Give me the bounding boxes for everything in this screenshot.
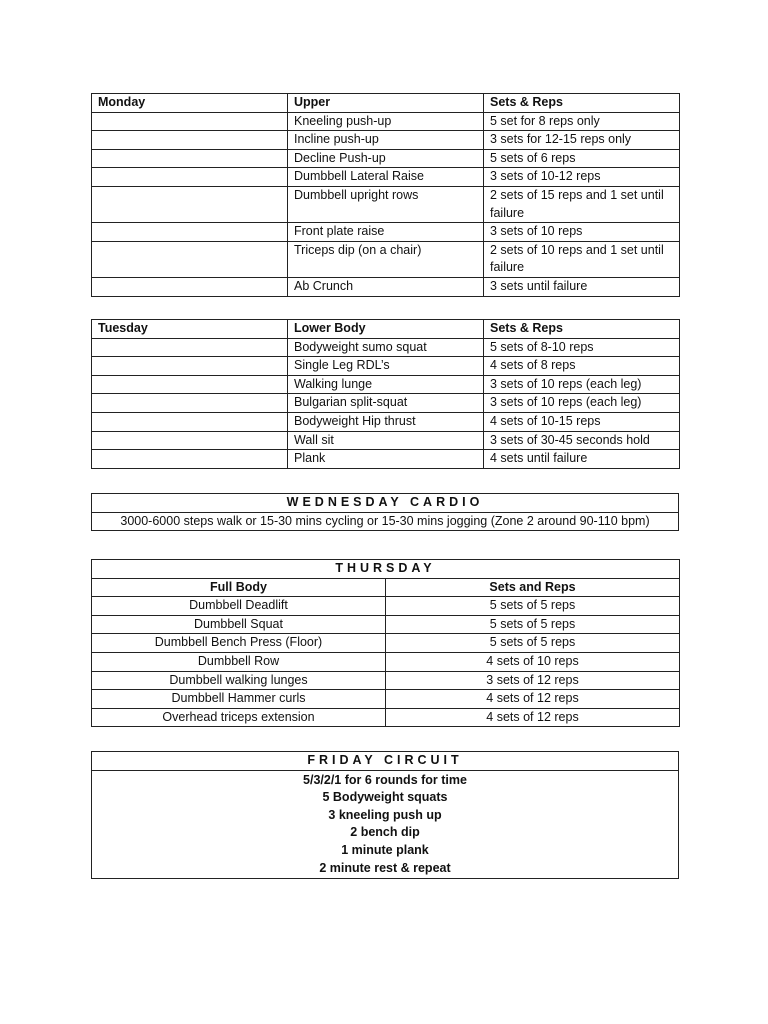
exercise-cell: Front plate raise [288,223,484,242]
exercise-cell: Wall sit [288,431,484,450]
exercise-cell: Kneeling push-up [288,112,484,131]
table-cell [92,168,288,187]
exercise-cell: Dumbbell Row [92,652,386,671]
table-row [92,450,680,469]
sets-cell: 2 sets of 10 reps and 1 set until failure [484,241,680,277]
table-row [92,357,680,376]
sets-cell: 5 sets of 5 reps [386,615,680,634]
exercise-cell: Walking lunge [288,375,484,394]
sets-cell: 4 sets of 10-15 reps [484,412,680,431]
table-row [92,652,680,671]
exercise-cell: Dumbbell upright rows [288,186,484,222]
table-cell [92,450,288,469]
wednesday-title: WEDNESDAY CARDIO [92,494,679,513]
table-cell [92,149,288,168]
wednesday-title-row [92,494,679,513]
wednesday-text-row [92,512,679,531]
friday-line: 3 kneeling push up [328,807,442,822]
thursday-title: THURSDAY [92,560,680,579]
tuesday-header-sets: Sets & Reps [484,320,680,339]
table-row [92,241,680,277]
friday-title-row [92,752,679,771]
exercise-cell: Bulgarian split-squat [288,394,484,413]
table-row [92,338,680,357]
sets-cell: 5 sets of 8-10 reps [484,338,680,357]
thursday-header-sets: Sets and Reps [386,578,680,597]
table-cell [92,394,288,413]
sets-cell: 3 sets of 12 reps [386,671,680,690]
wednesday-table [91,493,679,531]
sets-cell: 4 sets of 12 reps [386,708,680,727]
exercise-cell: Ab Crunch [288,277,484,296]
table-row [92,708,680,727]
sets-cell: 4 sets until failure [484,450,680,469]
table-row [92,131,680,150]
thursday-header-row [92,578,680,597]
table-cell [92,241,288,277]
exercise-cell: Incline push-up [288,131,484,150]
friday-title: FRIDAY CIRCUIT [92,752,679,771]
sets-cell: 5 sets of 5 reps [386,597,680,616]
exercise-cell: Overhead triceps extension [92,708,386,727]
friday-body [92,770,679,879]
table-cell [92,112,288,131]
table-cell [92,431,288,450]
exercise-cell: Triceps dip (on a chair) [288,241,484,277]
table-cell [92,338,288,357]
exercise-cell: Dumbbell Squat [92,615,386,634]
monday-header-day: Monday [92,94,288,113]
table-row [92,394,680,413]
table-cell [92,186,288,222]
sets-cell: 3 sets of 10 reps (each leg) [484,375,680,394]
wednesday-text: 3000-6000 steps walk or 15-30 mins cycling or 15-30 mins jogging (Zone 2 around 90-110 bpm) [92,512,679,531]
table-row [92,412,680,431]
friday-table [91,751,679,879]
exercise-cell: Dumbbell walking lunges [92,671,386,690]
tuesday-header-day: Tuesday [92,320,288,339]
table-row [92,277,680,296]
table-row [92,671,680,690]
sets-cell: 3 sets until failure [484,277,680,296]
table-row [92,168,680,187]
exercise-cell: Dumbbell Bench Press (Floor) [92,634,386,653]
exercise-cell: Dumbbell Deadlift [92,597,386,616]
table-cell [92,223,288,242]
monday-header-row [92,94,680,113]
sets-cell: 3 sets for 12-15 reps only [484,131,680,150]
exercise-cell: Dumbbell Hammer curls [92,690,386,709]
sets-cell: 5 sets of 6 reps [484,149,680,168]
sets-cell: 3 sets of 30-45 seconds hold [484,431,680,450]
table-row [92,186,680,222]
friday-line: 2 minute rest & repeat [319,860,451,875]
sets-cell: 4 sets of 10 reps [386,652,680,671]
exercise-cell: Single Leg RDL’s [288,357,484,376]
table-row [92,690,680,709]
table-cell [92,412,288,431]
table-row [92,634,680,653]
exercise-cell: Bodyweight sumo squat [288,338,484,357]
exercise-cell: Decline Push-up [288,149,484,168]
exercise-cell: Bodyweight Hip thrust [288,412,484,431]
thursday-table [91,559,680,727]
friday-line: 5/3/2/1 for 6 rounds for time [303,772,467,787]
friday-line: 1 minute plank [341,842,429,857]
table-row [92,149,680,168]
thursday-title-row [92,560,680,579]
exercise-cell: Plank [288,450,484,469]
table-row [92,112,680,131]
thursday-header-focus: Full Body [92,578,386,597]
sets-cell: 4 sets of 12 reps [386,690,680,709]
table-row [92,597,680,616]
exercise-cell: Dumbbell Lateral Raise [288,168,484,187]
monday-header-sets: Sets & Reps [484,94,680,113]
table-row [92,431,680,450]
sets-cell: 5 sets of 5 reps [386,634,680,653]
friday-body-row [92,770,679,879]
monday-table [91,93,680,297]
monday-header-focus: Upper [288,94,484,113]
tuesday-table [91,319,680,469]
tuesday-header-row [92,320,680,339]
table-row [92,615,680,634]
table-row [92,375,680,394]
sets-cell: 4 sets of 8 reps [484,357,680,376]
table-cell [92,375,288,394]
table-cell [92,131,288,150]
table-row [92,223,680,242]
friday-line: 2 bench dip [350,825,420,840]
table-cell [92,277,288,296]
sets-cell: 3 sets of 10 reps (each leg) [484,394,680,413]
tuesday-header-focus: Lower Body [288,320,484,339]
sets-cell: 3 sets of 10 reps [484,223,680,242]
table-cell [92,357,288,376]
sets-cell: 3 sets of 10-12 reps [484,168,680,187]
friday-line: 5 Bodyweight squats [322,790,448,805]
sets-cell: 2 sets of 15 reps and 1 set until failure [484,186,680,222]
sets-cell: 5 set for 8 reps only [484,112,680,131]
